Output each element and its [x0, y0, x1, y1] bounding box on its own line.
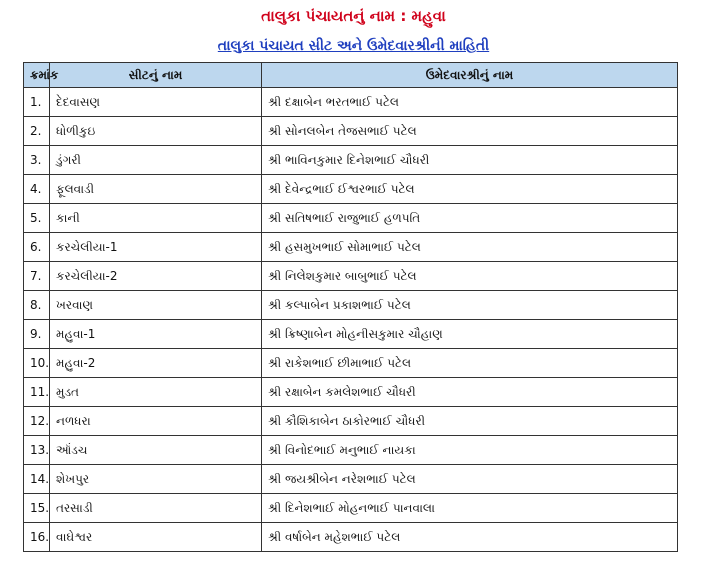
column-header-seat: સીટનું નામ: [50, 63, 262, 88]
seat-name: દેદવાસણ: [50, 88, 262, 117]
table-row: [24, 523, 678, 552]
seat-name: ઑંડચ: [50, 436, 262, 465]
candidate-name: શ્રી નિલેશકુમાર બાબુભાઈ પટેલ: [262, 262, 678, 291]
seat-name: મહુવા-1: [50, 320, 262, 349]
row-number: 4.: [24, 175, 50, 204]
candidate-name: શ્રી ક્રિષ્ણાબેન મોહનીસકુમાર ચૌહાણ: [262, 320, 678, 349]
table-row: [24, 233, 678, 262]
table-row: [24, 349, 678, 378]
table-row: [24, 320, 678, 349]
table-row: [24, 146, 678, 175]
seat-name: વાઘેશ્વર: [50, 523, 262, 552]
row-number: 6.: [24, 233, 50, 262]
seat-name: કરચેલીયા-2: [50, 262, 262, 291]
candidate-name: શ્રી કલ્પાબેન પ્રકાશભાઈ પટેલ: [262, 291, 678, 320]
table-row: [24, 494, 678, 523]
candidate-name: શ્રી દક્ષાબેન ભરતભાઈ પટેલ: [262, 88, 678, 117]
table-row: [24, 262, 678, 291]
table-row: [24, 88, 678, 117]
row-number: 15.: [24, 494, 50, 523]
table-row: [24, 407, 678, 436]
seat-candidate-table: [23, 62, 678, 552]
row-number: 8.: [24, 291, 50, 320]
seat-name: નળધરા: [50, 407, 262, 436]
table-row: [24, 436, 678, 465]
table-header-row: [24, 63, 678, 88]
column-header-number: ક્રમાંક: [24, 63, 50, 88]
seat-name: ડુંગરી: [50, 146, 262, 175]
candidate-name: શ્રી દિનેશભાઈ મોહનભાઈ પાનવાલા: [262, 494, 678, 523]
table-row: [24, 291, 678, 320]
seat-name: કાની: [50, 204, 262, 233]
row-number: 3.: [24, 146, 50, 175]
table-row: [24, 175, 678, 204]
candidate-name: શ્રી વર્ષાબેન મહેશભાઈ પટેલ: [262, 523, 678, 552]
row-number: 13.: [24, 436, 50, 465]
table-row: [24, 117, 678, 146]
table-row: [24, 465, 678, 494]
candidate-name: શ્રી ભાવિનકુમાર દિનેશભાઈ ચૌધરી: [262, 146, 678, 175]
candidate-name: શ્રી દેવેન્દ્રભાઈ ઈશ્વરભાઈ પટેલ: [262, 175, 678, 204]
page-title: તાલુકા પંચાયતનું નામ : મહુવા: [261, 7, 446, 25]
row-number: 14.: [24, 465, 50, 494]
row-number: 12.: [24, 407, 50, 436]
row-number: 7.: [24, 262, 50, 291]
column-header-candidate: ઉમેદવારશ્રીનું નામ: [262, 63, 678, 88]
seat-name: ખરવાણ: [50, 291, 262, 320]
table-row: [24, 204, 678, 233]
seat-name: શેખપુર: [50, 465, 262, 494]
seat-name: મહુવા-2: [50, 349, 262, 378]
candidate-name: શ્રી વિનોદભાઈ મનુભાઈ નાયકા: [262, 436, 678, 465]
candidate-name: શ્રી કૌશિકાબેન ઠાકોરભાઈ ચૌધરી: [262, 407, 678, 436]
seat-name: ફૂલવાડી: [50, 175, 262, 204]
candidate-name: શ્રી સોનલબેન તેજસભાઈ પટેલ: [262, 117, 678, 146]
seat-name: તરસાડી: [50, 494, 262, 523]
row-number: 11.: [24, 378, 50, 407]
seat-name: ધોળીકુઇ: [50, 117, 262, 146]
candidate-name: શ્રી રક્ષાબેન કમલેશભાઈ ચૌધરી: [262, 378, 678, 407]
row-number: 10.: [24, 349, 50, 378]
row-number: 1.: [24, 88, 50, 117]
table-row: [24, 378, 678, 407]
row-number: 9.: [24, 320, 50, 349]
candidate-name: શ્રી સતિષભાઈ રાજુભાઈ હળપતિ: [262, 204, 678, 233]
candidate-name: શ્રી જયશ્રીબેન નરેશભાઈ પટેલ: [262, 465, 678, 494]
row-number: 5.: [24, 204, 50, 233]
seat-name: મુડત: [50, 378, 262, 407]
row-number: 2.: [24, 117, 50, 146]
seat-name: કરચેલીયા-1: [50, 233, 262, 262]
candidate-name: શ્રી રાકેશભાઈ છીમાભાઈ પટેલ: [262, 349, 678, 378]
candidate-name: શ્રી હસમુખભાઈ સોમાભાઈ પટેલ: [262, 233, 678, 262]
row-number: 16.: [24, 523, 50, 552]
page-subtitle: તાલુકા પંચાયત સીટ અને ઉમેદવારશ્રીની માહિતી: [217, 38, 490, 54]
